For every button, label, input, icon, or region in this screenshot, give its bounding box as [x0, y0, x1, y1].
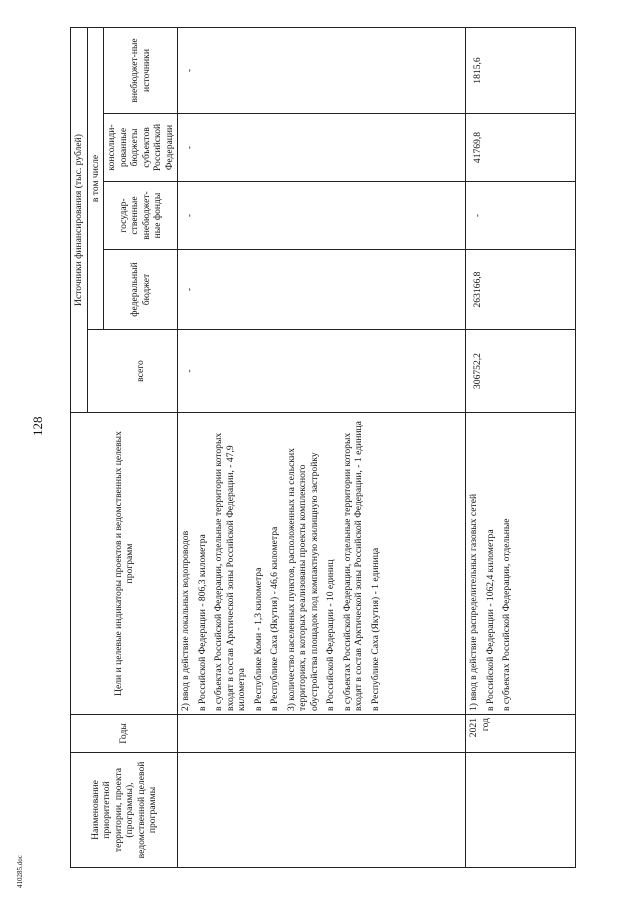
table-row — [466, 27, 576, 867]
goal-line: в Республике Саха (Якутия) - 1 единица — [369, 547, 381, 711]
header-total: всего — [104, 330, 178, 413]
row-name — [178, 753, 466, 868]
goal-line: 1) ввод в действие распределительных газовых сетей — [468, 493, 479, 711]
goal-line: 2) ввод в действие локальных водопроводов — [180, 530, 191, 711]
goal-line: в Республике Коми - 1,3 километра — [252, 567, 264, 711]
goal-line: 3) количество населенных пунктов, расположенных на сельских территориях, в которых реализованы проекты комплексного обустройства площадок под компактную жилищную застройку — [285, 448, 320, 711]
row-total: - — [178, 330, 466, 413]
row-goals — [466, 413, 576, 715]
financing-table — [70, 27, 576, 868]
header-federal: федеральный бюджет — [104, 250, 178, 330]
header-blank — [87, 330, 104, 413]
row-year: 2021 год — [466, 715, 576, 753]
header-including: в том числе — [87, 27, 104, 329]
row-federal: 263166,8 — [466, 250, 576, 330]
page-number: 128 — [30, 416, 45, 436]
row-year — [178, 715, 466, 753]
table-row — [178, 27, 466, 867]
header-name: Наименование приоритетной территории, проекта (программы), ведомственной целевой программы — [71, 753, 178, 868]
goal-line: в субъектах Российской Федерации, отдельные территории которых входят в состав Арктической зоны Российской Федерации, - 1 единица — [341, 421, 364, 711]
document-reference: 410285.doc — [16, 855, 24, 888]
row-state-funds: - — [178, 182, 466, 250]
goal-line: в Республике Саха (Якутия) - 46,6 километра — [269, 526, 280, 711]
goal-line: в субъектах Российской Федерации, отдельные — [501, 518, 512, 711]
header-years: Годы — [71, 715, 178, 753]
row-extra: - — [178, 27, 466, 113]
row-goals — [178, 413, 466, 715]
row-state-funds: - — [466, 182, 576, 250]
goal-line: в Российской Федерации - 1062,4 километра — [484, 529, 496, 711]
row-name — [466, 753, 576, 868]
header-sources: Источники финансирования (тыс. рублей) — [71, 27, 88, 412]
header-goals: Цели и целевые индикаторы проектов и ведомственных целевых программ — [71, 413, 178, 715]
row-federal: - — [178, 250, 466, 330]
header-state-funds: государ-ственные внебюджет-ные фонды — [104, 182, 178, 250]
goal-line: в Российской Федерации - 806,3 километра — [196, 534, 208, 711]
row-extra: 1815,6 — [466, 27, 576, 113]
rotated-table-container — [70, 28, 580, 868]
row-total: 306752,2 — [466, 330, 576, 413]
header-regional: консолиди-рованные бюджеты субъектов Российской Федерации — [104, 114, 178, 182]
header-extra: внебюджет-ные источники — [104, 27, 178, 113]
goal-line: в Российской Федерации - 10 единиц — [325, 559, 336, 711]
row-regional: - — [178, 114, 466, 182]
goal-line: в субъектах Российской Федерации, отдельные территории которых входят в состав Арктической зоны Российской Федерации, - 47,9 километра — [213, 432, 247, 711]
row-regional: 41769,8 — [466, 114, 576, 182]
